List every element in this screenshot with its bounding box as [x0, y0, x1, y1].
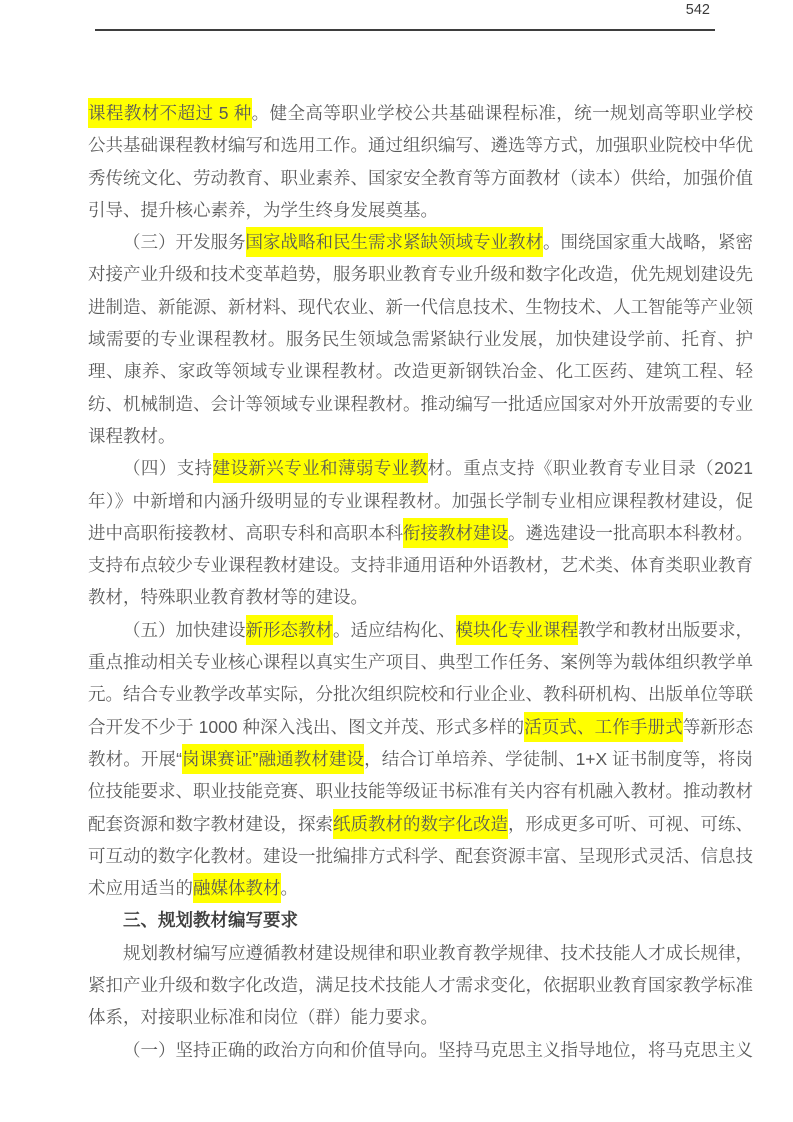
- highlighted-text: 纸质教材的数字化改造: [333, 809, 508, 839]
- highlighted-text: 活页式、工作手册式: [524, 712, 682, 742]
- body-text: 。围绕国家重大战略，紧密对接产业升级和技术变革趋势，服务职业教育专业升级和数字化改造，优先规划建设先进制造、新能源、新材料、现代农业、新一代信息技术、生物技术、人工智能等产业领域需要的专业课程教材。服务民生领域急需紧缺行业发展，加快建设学前、托育、护理、康养、家政等领域专业课程教材。改造更新钢铁冶金、化工医药、建筑工程、轻纺、机械制造、会计等领域专业课程教材。推动编写一批适应国家对外开放需要的专业课程教材。: [88, 232, 753, 446]
- body-text: 等新形态教材。开展“: [88, 716, 754, 769]
- header-rule: [95, 29, 715, 31]
- body-text: 材。重点支持《职业教育专业目录（2021 年）》中新增和内涵升级明显的专业课程教材。加强长学制专业相应课程教材建设，促进中高职衔接教材、高职专科和高职本科: [88, 458, 754, 543]
- paragraph: [88, 226, 753, 452]
- body-text: 三、规划教材编写要求: [123, 910, 298, 931]
- paragraph: [88, 97, 753, 226]
- body-text: （五）加快建设: [123, 619, 246, 640]
- body-text: ，形成更多可听、可视、可练、可互动的数字化教材。建设一批编排方式科学、配套资源丰富、呈现形式灵活、信息技术应用适当的: [88, 813, 753, 899]
- body-text: （四）支持: [123, 458, 213, 479]
- highlighted-text: 衔接教材建设: [403, 518, 508, 548]
- highlighted-text: 建设新兴专业和薄弱专业教: [213, 453, 428, 483]
- body-text: 。健全高等职业学校公共基础课程标准，统一规划高等职业学校公共基础课程教材编写和选用工作。通过组织编写、遴选等方式，加强职业院校中华优秀传统文化、劳动教育、职业素养、国家安全教育等方面教材（读本）供给，加强价值引导、提升核心素养，为学生终身发展奠基。: [88, 103, 753, 220]
- section-heading: [88, 904, 753, 936]
- body-text: 教学和教材出版要求，重点推动相关专业核心课程以真实生产项目、典型工作任务、案例等为载体组织教学单元。结合专业教学改革实际，分批次组织院校和行业企业、教科研机构、出版单位等联合开发不少于 1000 种深入浅出、图文并茂、形式多样的: [88, 619, 753, 737]
- body-text: 。遴选建设一批高职本科教材。支持布点较少专业课程教材建设。支持非通用语种外语教材，艺术类、体育类职业教育教材，特殊职业教育教材等的建设。: [88, 522, 753, 608]
- body-text: ，结合订单培养、学徒制、1+X 证书制度等，将岗位技能要求、职业技能竞赛、职业技能等级证书标准有关内容有机融入教材。推动教材配套资源和数字教材建设，探索: [88, 748, 754, 834]
- body-text: 。: [280, 878, 298, 899]
- highlighted-text: 模块化专业课程: [456, 615, 579, 645]
- document-body: [88, 97, 753, 1066]
- body-text: （一）坚持正确的政治方向和价值导向。坚持马克思主义指导地位，将马克思主义: [123, 1039, 753, 1060]
- paragraph: [88, 452, 753, 613]
- paragraph: [88, 614, 753, 905]
- highlighted-text: 岗课赛证”融通教材建设: [182, 744, 364, 774]
- page-number: 542: [685, 2, 710, 18]
- highlighted-text: 课程教材不超过 5 种: [88, 98, 252, 128]
- body-text: （三）开发服务: [123, 232, 246, 253]
- highlighted-text: 国家战略和民生需求紧缺领域专业教材: [246, 227, 544, 257]
- body-text: 。适应结构化、: [333, 619, 456, 640]
- body-text: 规划教材编写应遵循教材建设规律和职业教育教学规律、技术技能人才成长规律，紧扣产业升级和数字化改造，满足技术技能人才需求变化，依据职业教育国家教学标准体系，对接职业标准和岗位（群）能力要求。: [88, 942, 753, 1028]
- paragraph: [88, 1034, 753, 1066]
- paragraph: [88, 937, 753, 1034]
- highlighted-text: 新形态教材: [246, 615, 334, 645]
- highlighted-text: 融媒体教材: [193, 873, 281, 903]
